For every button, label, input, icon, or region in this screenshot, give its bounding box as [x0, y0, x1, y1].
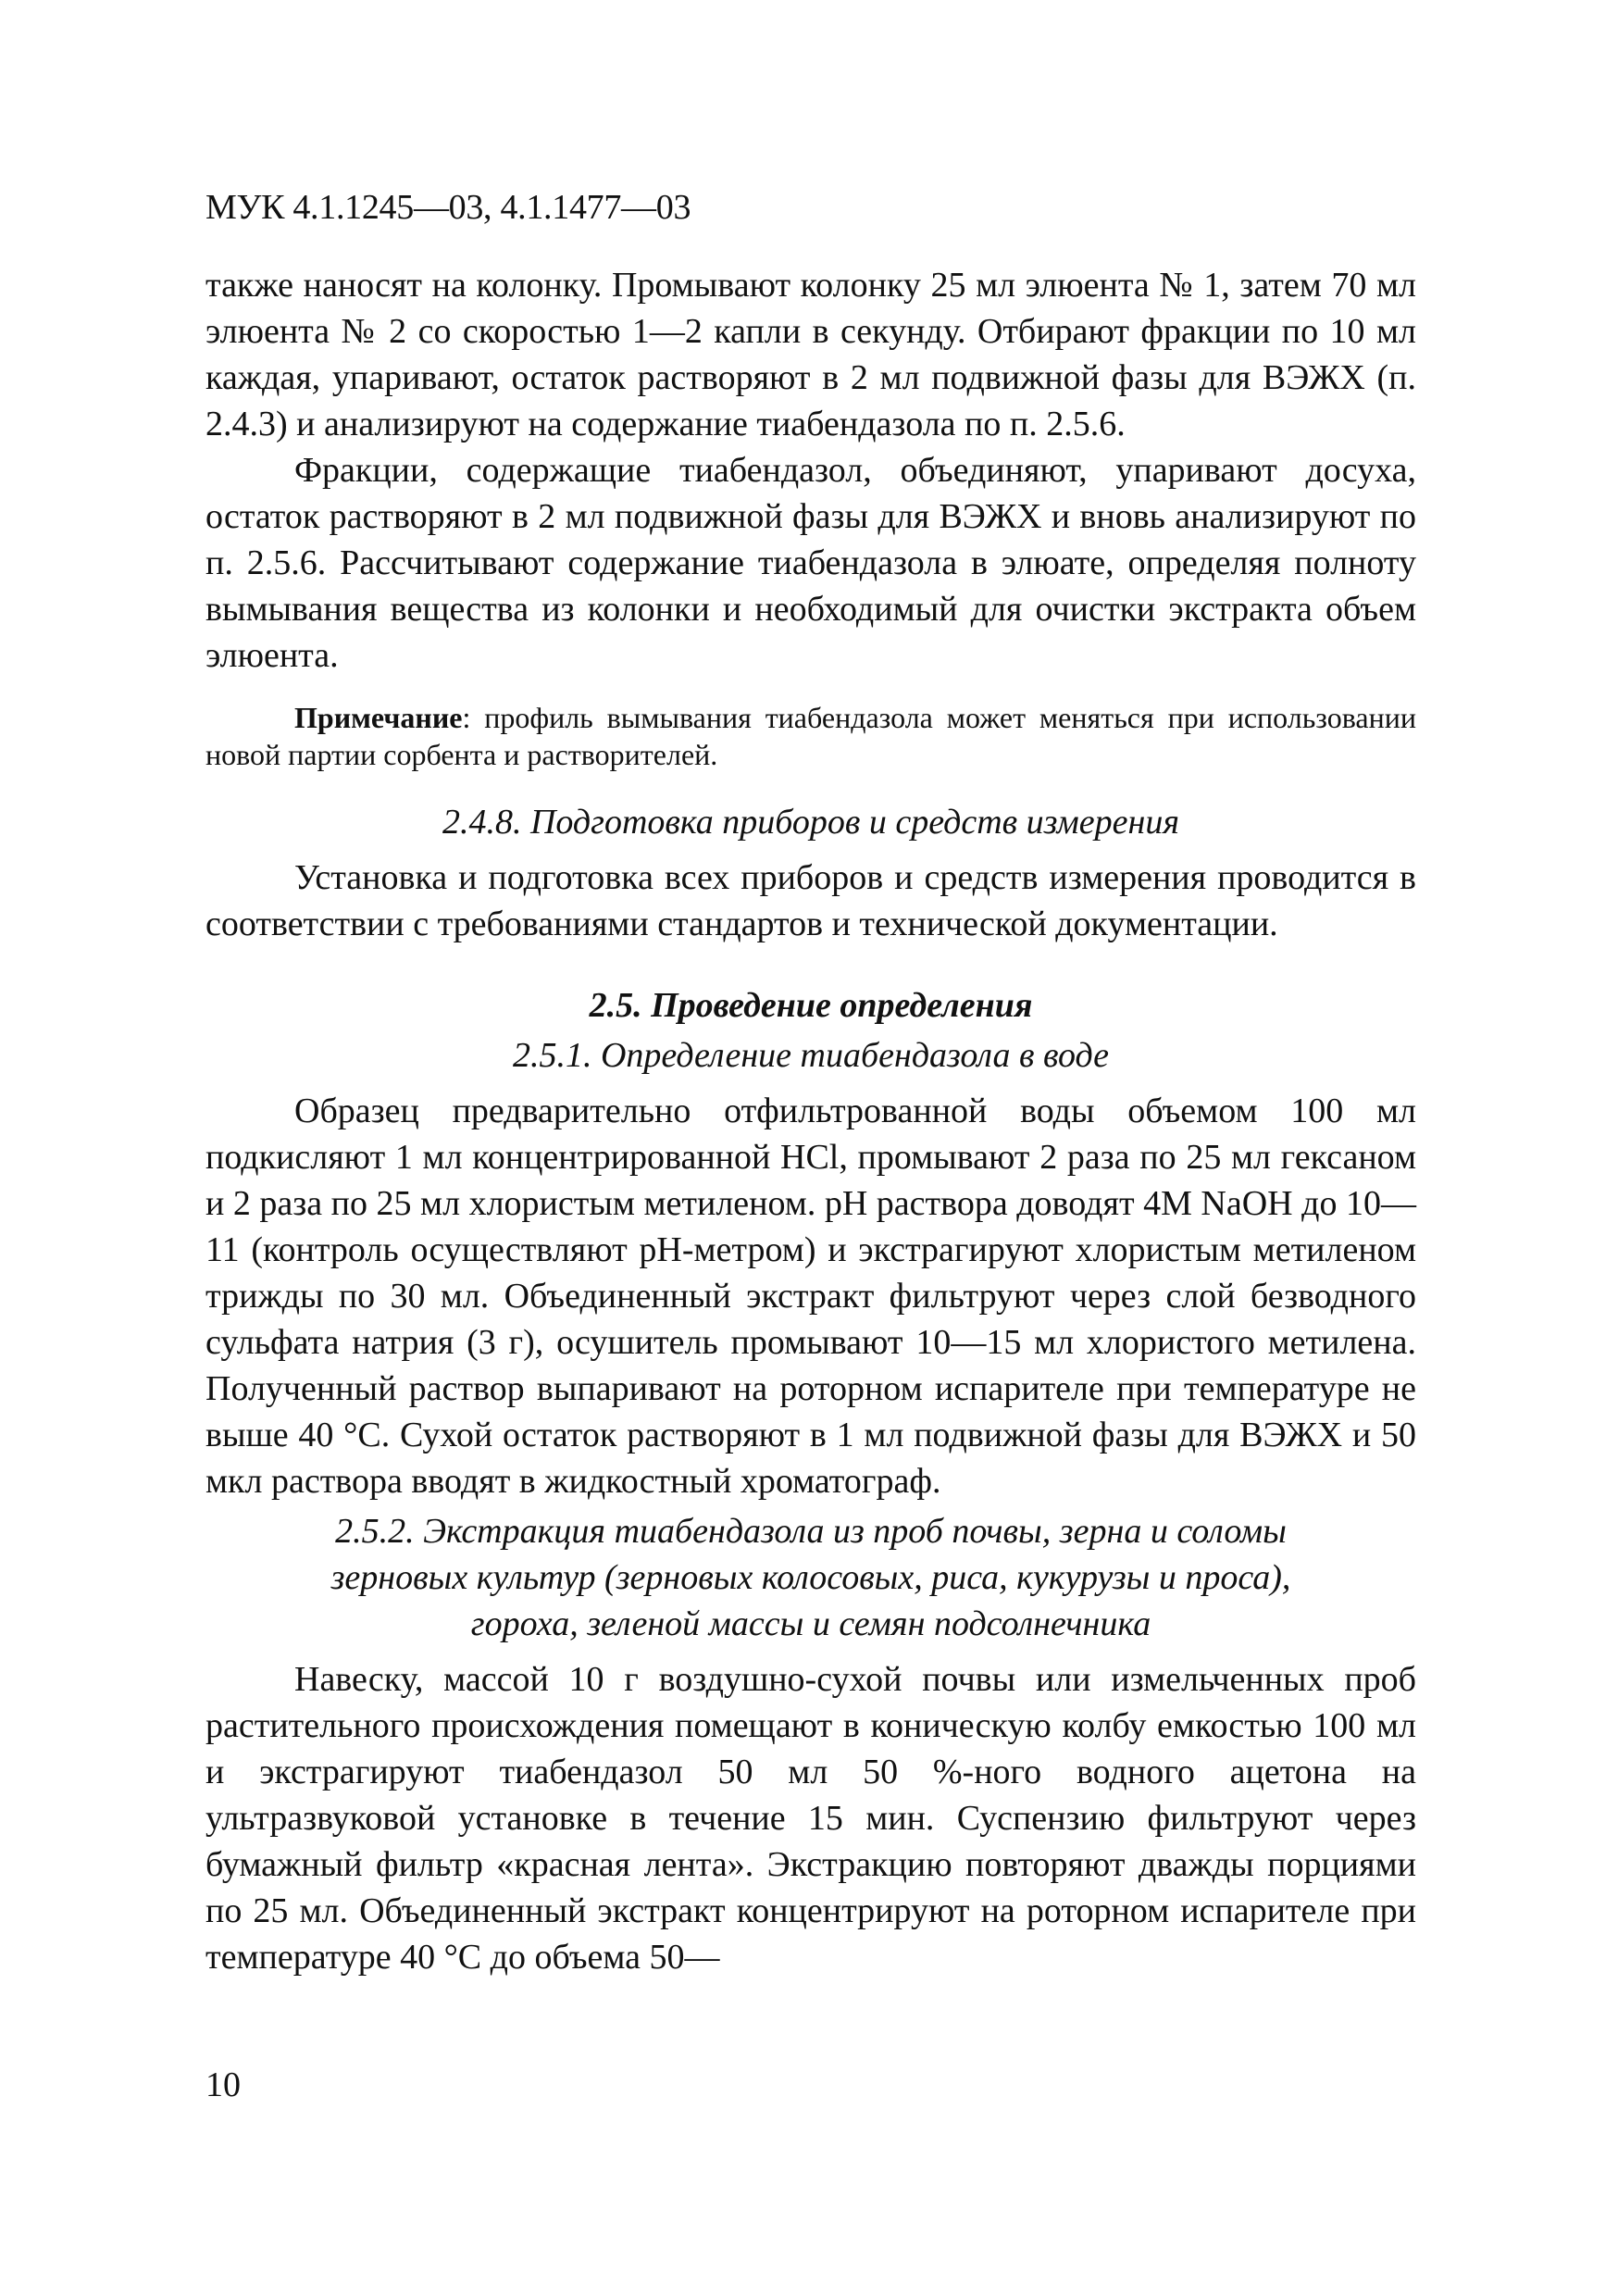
paragraph-extraction: Навеску, массой 10 г воздушно-сухой почвы или измельченных проб растительного происхождения помещают в коническую колбу емкостью 100 мл и экстрагируют тиабендазол 50 мл 50 %-ного водного ацетона на ультразвуковой установке в течение 15 мин. Суспензию фильтруют через бумажный фильтр «красная лента». Экстракцию повторяют дважды порциями по 25 мл. Объединенный экстракт концентрируют на роторном испарителе при температуре 40 °С до объема 50— [205, 1660, 1416, 1977]
paragraph-equipment: Установка и подготовка всех приборов и средств измерения проводится в соответствии с требованиями стандартов и технической документации. [205, 858, 1416, 943]
section-heading-2-5-2-line-2: зерновых культур (зерновых колосовых, риса, кукурузы и проса), [330, 1558, 1291, 1597]
note-text: : профиль вымывания тиабендазола может меняться при использовании новой партии сорбента и растворителей. [205, 701, 1416, 771]
section-heading-2-5-2-line-3: гороха, зеленой массы и семян подсолнечника [470, 1604, 1151, 1643]
section-heading-2-5: 2.5. Проведение определения [589, 986, 1033, 1025]
page-number: 10 [205, 2065, 241, 2104]
paragraph-water-determination: Образец предварительно отфильтрованной воды объемом 100 мл подкисляют 1 мл концентрированной HCl, промывают 2 раза по 25 мл гексаном и 2 раза по 25 мл хлористым метиленом. pH раствора доводят 4М NaOH до 10—11 (контроль осуществляют pH-метром) и экстрагируют хлористым метиленом трижды по 30 мл. Объединенный экстракт фильтруют через слой безводного сульфата натрия (3 г), осушитель промывают 10—15 мл хлористого метилена. Полученный раствор выпаривают на роторном испарителе при температуре не выше 40 °С. Сухой остаток растворяют в 1 мл подвижной фазы для ВЭЖХ и 50 мкл раствора вводят в жидкостный хроматограф. [205, 1092, 1416, 1501]
section-heading-2-4-8: 2.4.8. Подготовка приборов и средств измерения [442, 803, 1180, 842]
note-label: Примечание [294, 701, 463, 734]
section-heading-2-5-2 [205, 1508, 1416, 1647]
page-body [205, 262, 1416, 1980]
note-paragraph [205, 699, 1416, 773]
paragraph-fractions: Фракции, содержащие тиабендазол, объединяют, упаривают досуха, остаток растворяют в 2 мл подвижной фазы для ВЭЖХ и вновь анализируют по п. 2.5.6. Рассчитывают содержание тиабендазола в элюате, определяя полноту вымывания вещества из колонки и необходимый для очистки экстракта объем элюента. [205, 451, 1416, 675]
section-heading-2-5-1: 2.5.1. Определение тиабендазола в воде [512, 1036, 1109, 1075]
section-heading-2-5-2-line-1: 2.5.2. Экстракция тиабендазола из проб почвы, зерна и соломы [335, 1512, 1287, 1551]
running-header: МУК 4.1.1245—03, 4.1.1477—03 [205, 188, 691, 227]
paragraph-continued: также наносят на колонку. Промывают колонку 25 мл элюента № 1, затем 70 мл элюента № 2 со скоростью 1—2 капли в секунду. Отбирают фракции по 10 мл каждая, упаривают, остаток растворяют в 2 мл подвижной фазы для ВЭЖХ (п. 2.4.3) и анализируют на содержание тиабендазола по п. 2.5.6. [205, 266, 1416, 443]
